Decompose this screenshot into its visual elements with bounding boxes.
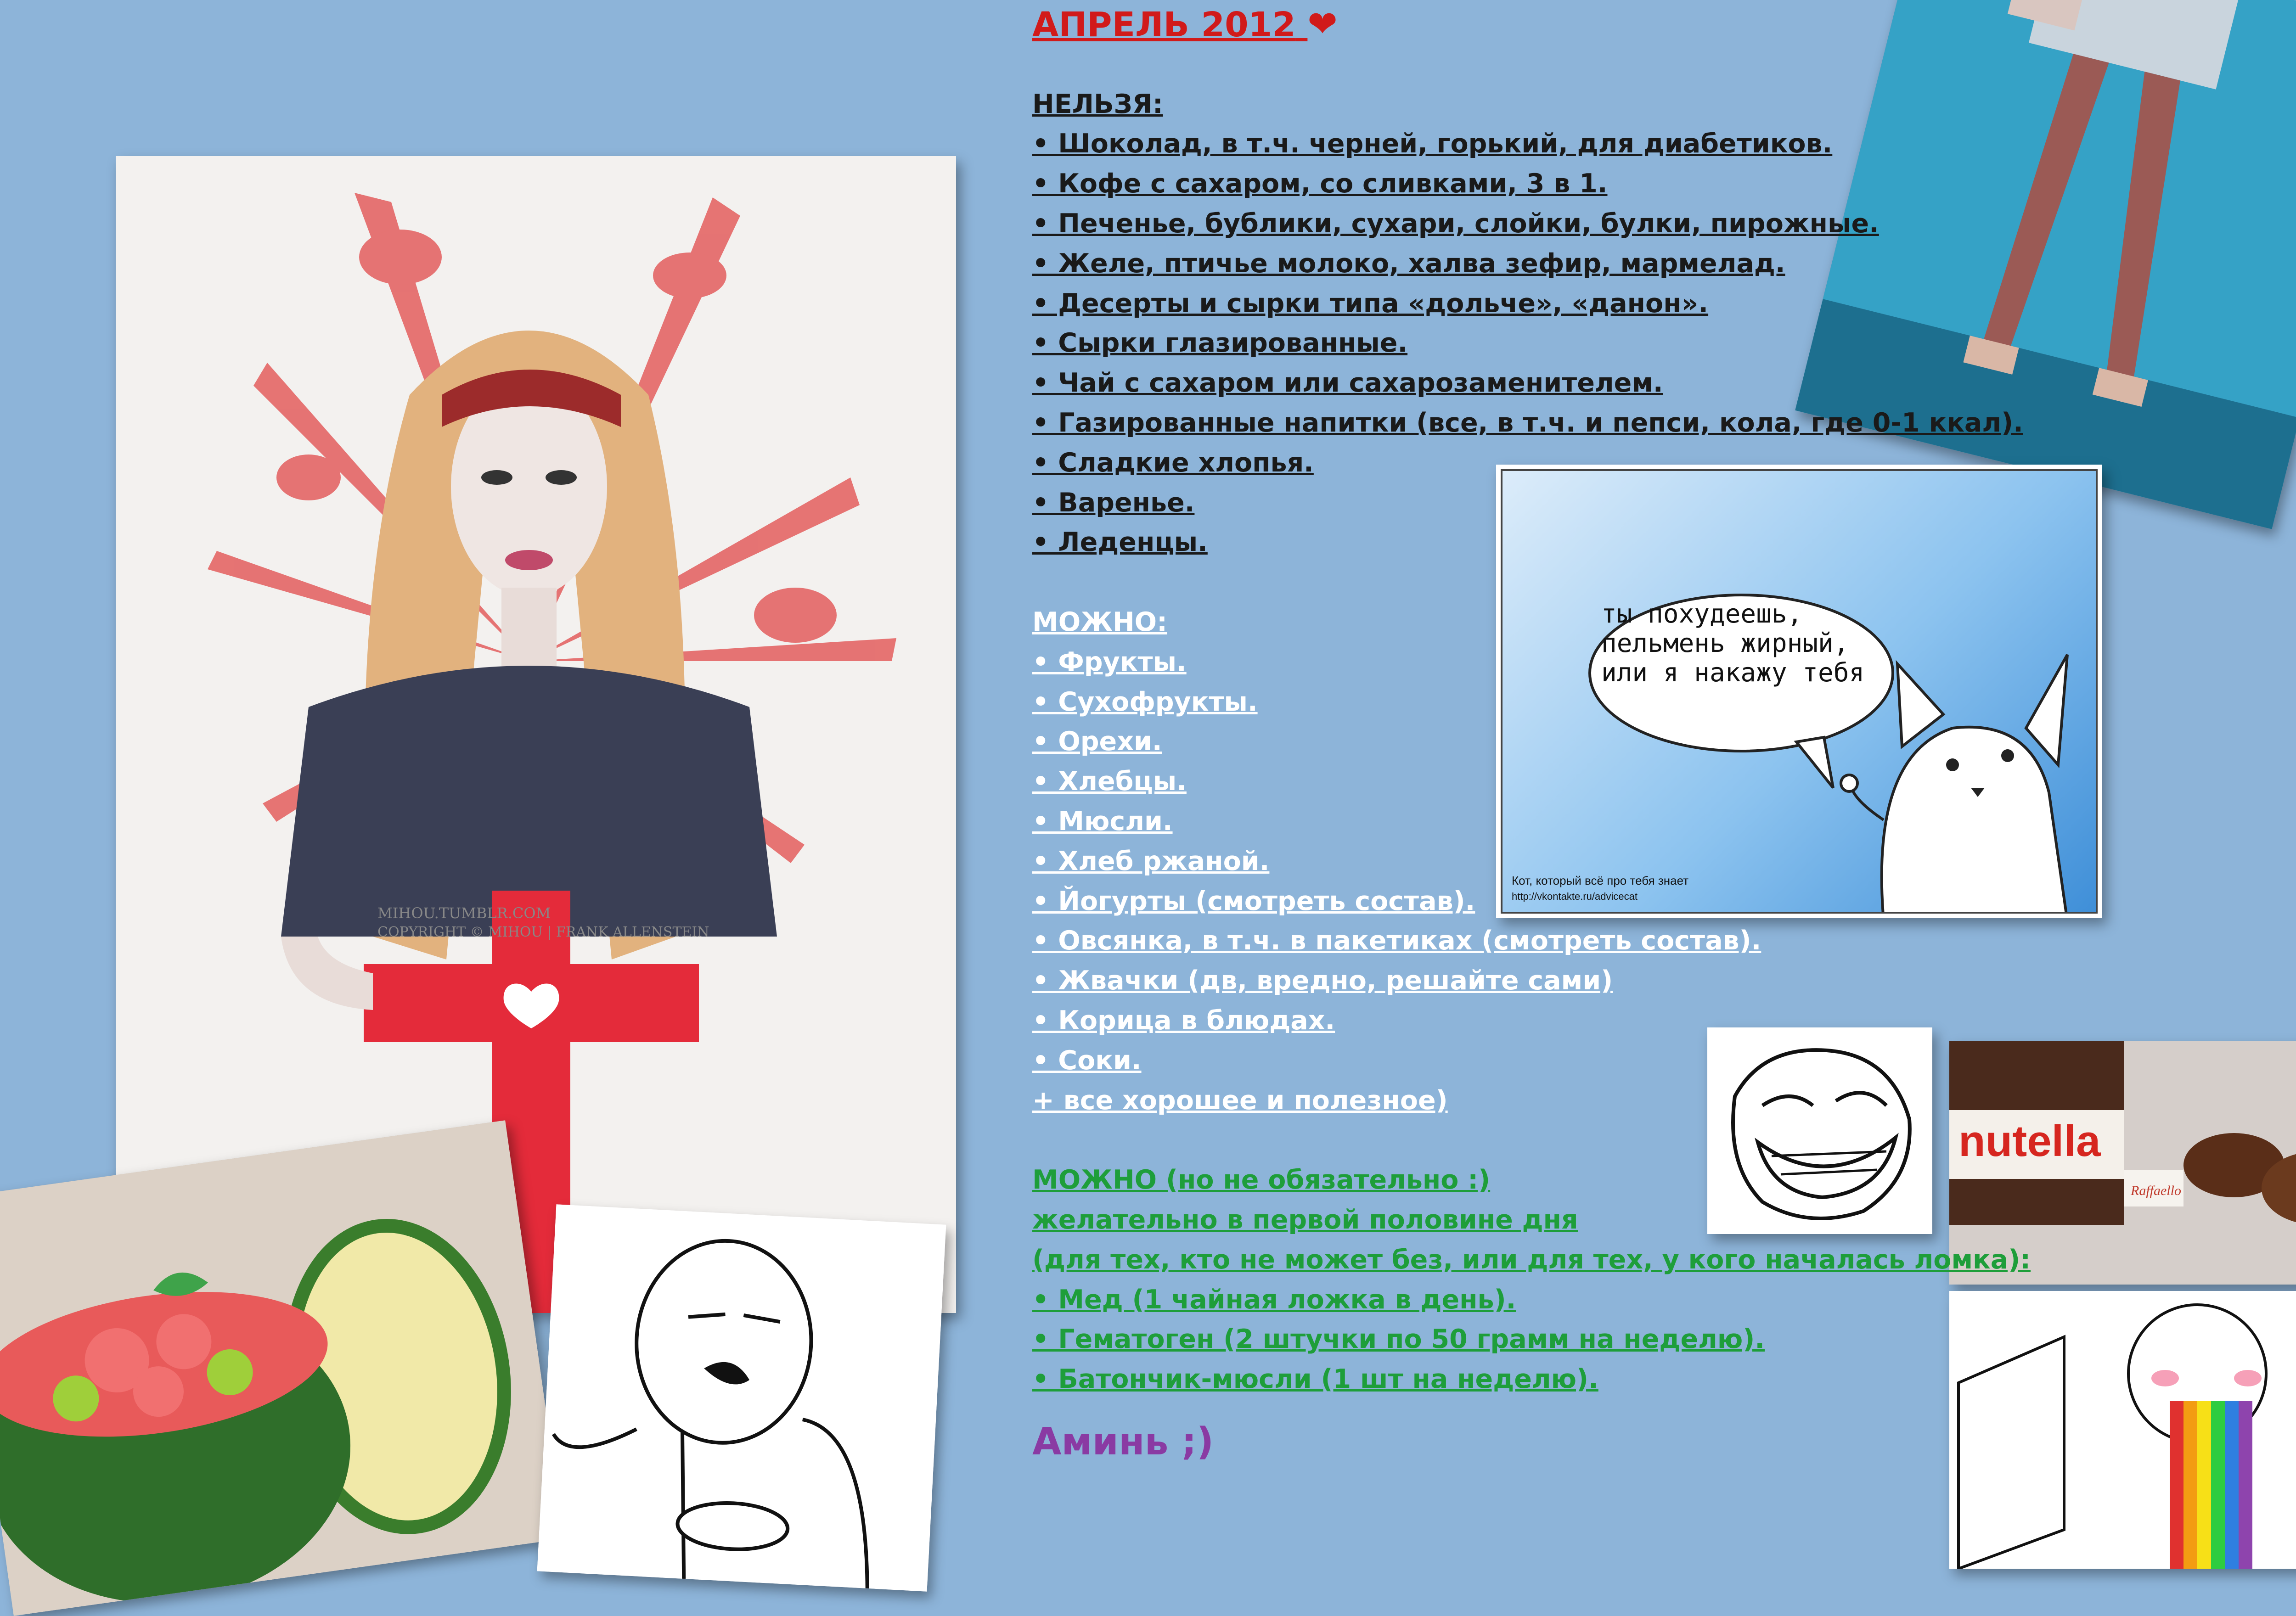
optional-item: • Гематоген (2 штучки по 50 грамм на неделю).: [1032, 1324, 1765, 1355]
forbidden-item: • Десерты и сырки типа «дольче», «данон».: [1032, 288, 1709, 319]
page-title-text: АПРЕЛЬ 2012: [1032, 5, 1296, 45]
forbidden-item: • Кофе с сахаром, со сливками, 3 в 1.: [1032, 168, 1608, 199]
cat-speech-line3: или я накажу тебя: [1601, 658, 1865, 688]
optional-item: • Мед (1 чайная ложка в день).: [1032, 1284, 1516, 1315]
allowed-item: • Орехи.: [1032, 726, 1162, 757]
forbidden-item: • Леденцы.: [1032, 527, 1208, 558]
main-illustration-image: [116, 156, 956, 1313]
forbidden-item: • Шоколад, в т.ч. черней, горький, для диабетиков.: [1032, 129, 1833, 159]
allowed-item: + все хорошее и полезное): [1032, 1085, 1448, 1116]
page-title: [1032, 5, 2134, 45]
forbidden-item: • Сладкие хлопья.: [1032, 447, 1314, 478]
allowed-item: • Овсянка, в т.ч. в пакетиках (смотреть состав).: [1032, 926, 1761, 956]
forbidden-item: • Печенье, бублики, сухари, слойки, булки, пирожные.: [1032, 208, 1879, 239]
allowed-item: • Сухофрукты.: [1032, 686, 1258, 717]
forbidden-item: • Газированные напитки (все, в т.ч. и пепси, кола, где 0-1 ккал).: [1032, 407, 2023, 438]
allowed-item: • Жвачки (дв, вредно, решайте сами): [1032, 965, 1613, 996]
closing-text: Аминь ;): [1032, 1420, 1214, 1464]
nutella-label: nutella: [1958, 1117, 2101, 1166]
forbidden-item: • Варенье.: [1032, 487, 1195, 518]
cat-url: http://vkontakte.ru/advicecat: [1512, 891, 1638, 902]
optional-subheading: желательно в первой половине дня: [1032, 1204, 1578, 1235]
forbidden-item: • Сырки глазированные.: [1032, 328, 1408, 359]
raffaello-label: Raffaello: [2131, 1183, 2181, 1198]
optional-heading: МОЖНО (но не обязательно :): [1032, 1165, 1491, 1195]
watermark-line1: MIHOU.TUMBLR.COM: [377, 904, 551, 922]
allowed-item: • Соки.: [1032, 1045, 1142, 1076]
cat-speech-line2: пельмень жирный,: [1601, 628, 1849, 658]
watermark-line2: COPYRIGHT © MIHOU | FRANK ALLENSTEIN: [377, 924, 709, 940]
allowed-item: • Йогурты (смотреть состав).: [1032, 886, 1475, 916]
optional-item: • Батончик-мюсли (1 шт на неделю).: [1032, 1364, 1598, 1395]
cat-caption: Кот, который всё про тебя знает: [1512, 874, 1689, 887]
watermelon-fruit-salad-image: [0, 1120, 564, 1616]
allowed-item: • Корица в блюдах.: [1032, 1005, 1335, 1036]
allowed-item: • Фрукты.: [1032, 646, 1187, 677]
allowed-item: • Мюсли.: [1032, 806, 1173, 836]
heart-icon: ❤: [1307, 4, 1338, 45]
allowed-item: • Хлебцы.: [1032, 766, 1187, 797]
allowed-heading: МОЖНО:: [1032, 606, 1167, 637]
forbidden-item: • Чай с сахаром или сахарозаменителем.: [1032, 368, 1663, 398]
allowed-item: • Хлеб ржаной.: [1032, 846, 1270, 876]
cat-speech-line1: ты похудеешь,: [1601, 599, 1803, 629]
diet-text-block: [1032, 5, 2134, 1462]
forbidden-item: • Желе, птичье молоко, халва зефир, мармелад.: [1032, 248, 1785, 279]
optional-subheading: (для тех, кто не может без, или для тех, у кого началась ломка):: [1032, 1244, 2031, 1275]
cereal-guy-meme-image: [537, 1204, 946, 1591]
forbidden-heading: НЕЛЬЗЯ:: [1032, 89, 1163, 119]
